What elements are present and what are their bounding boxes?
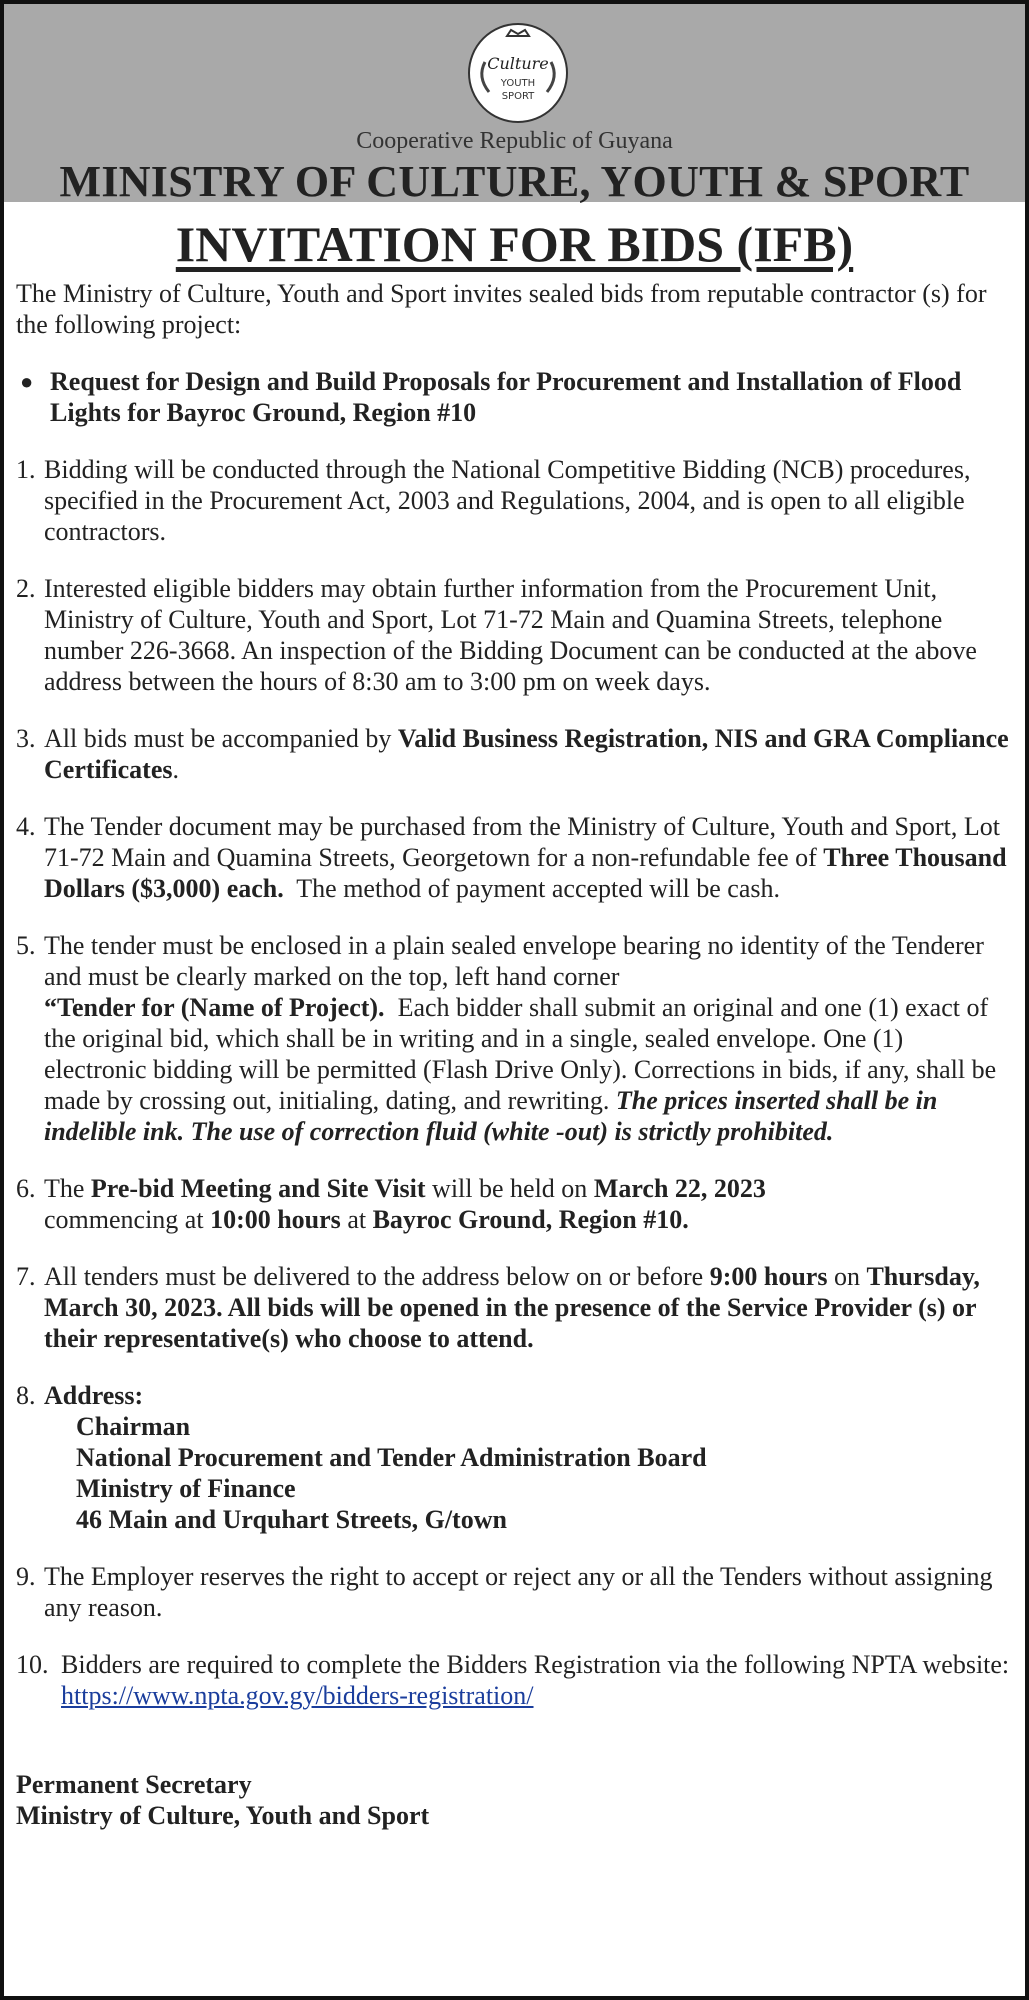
clause-6: 6. The Pre-bid Meeting and Site Visit will be held on March 22, 2023 commencing at 10:00 hours at Bayroc Ground, Region #10. bbox=[16, 1174, 766, 1234]
clause-5: 5. The tender must be enclosed in a plain sealed envelope bearing no identity of the Tenderer and must be clearly marked on the top, left hand corner “Tender for (Name of Project). Each bidder shall submit an original and one (1) exact of the original bid, which shall be in writing and in a single, sealed envelope. One (1) electronic bidding will be permitted (Flash Drive Only). Corrections in bids, if any, shall be made by crossing out, initialing, dating, and rewriting. The prices inserted shall be in indelible ink. The use of correction fluid (white -out) is strictly prohibited. bbox=[16, 931, 1003, 1146]
ministry-logo bbox=[467, 22, 569, 124]
bullet-icon: ● bbox=[20, 369, 34, 394]
clause-9: 9. The Employer reserves the right to accept or reject any or all the Tenders without assigning any reason. bbox=[16, 1562, 993, 1622]
clause-2: 2. Interested eligible bidders may obtain further information from the Procurement Unit, Ministry of Culture, Youth and Sport, Lot 71-72 Main and Quamina Streets, telephone number 226-3668. An inspection of the Bidding Document can be conducted at the above address between the hours of 8:30 am to 3:00 pm on week days. bbox=[16, 574, 977, 696]
signatory-title: Permanent Secretary bbox=[16, 1770, 252, 1799]
document-body bbox=[4, 278, 1025, 1831]
clause-7: 7. All tenders must be delivered to the address below on or before 9:00 hours on Thursday, March 30, 2023. All bids will be opened in the presence of the Service Provider (s) or their representative(s) who choose to attend. bbox=[16, 1262, 980, 1353]
project-title: Request for Design and Build Proposals for Procurement and Installation of Flood Lights for Bayroc Ground, Region #10 bbox=[50, 367, 962, 427]
address-label: Address: bbox=[44, 1381, 144, 1410]
clause-8: 8. Address: Chairman National Procurement and Tender Administration Board Ministry of Finance 46 Main and Urquhart Streets, G/town bbox=[16, 1380, 1011, 1535]
header-banner bbox=[4, 4, 1025, 206]
signature-block bbox=[16, 1769, 1011, 1831]
project-bullet bbox=[16, 366, 1011, 428]
svg-text:SPORT: SPORT bbox=[501, 91, 535, 102]
intro-paragraph: The Ministry of Culture, Youth and Sport invites sealed bids from reputable contractor (s) for the following project: bbox=[16, 279, 987, 339]
svg-text:Culture: Culture bbox=[487, 54, 549, 73]
signatory-ministry: Ministry of Culture, Youth and Sport bbox=[16, 1801, 430, 1830]
svg-text:YOUTH: YOUTH bbox=[500, 78, 536, 89]
clause-10: 10. Bidders are required to complete the Bidders Registration via the following NPTA website: https://www.npta.gov.gy/bidders-registration/ bbox=[16, 1650, 1010, 1710]
clause-3: 3. All bids must be accompanied by Valid Business Registration, NIS and GRA Compliance Certificates. bbox=[16, 724, 1009, 784]
page-title: INVITATION FOR BIDS (IFB) bbox=[175, 216, 854, 272]
ministry-name: MINISTRY OF CULTURE, YOUTH & SPORT bbox=[59, 157, 970, 206]
republic-name: Cooperative Republic of Guyana bbox=[356, 128, 673, 154]
npta-registration-link[interactable]: https://www.npta.gov.gy/bidders-registration/ bbox=[61, 1681, 534, 1710]
address-block: Chairman National Procurement and Tender Administration Board Ministry of Finance 46 Main and Urquhart Streets, G/town bbox=[76, 1412, 707, 1534]
clause-1: 1. Bidding will be conducted through the National Competitive Bidding (NCB) procedures, specified in the Procurement Act, 2003 and Regulations, 2004, and is open to all eligible contractors. bbox=[16, 455, 971, 546]
clause-4: 4. The Tender document may be purchased from the Ministry of Culture, Youth and Sport, Lot 71-72 Main and Quamina Streets, Georgetown for a non-refundable fee of Three Thousand Dollars ($3,000) each. The method of payment accepted will be cash. bbox=[16, 812, 1007, 903]
